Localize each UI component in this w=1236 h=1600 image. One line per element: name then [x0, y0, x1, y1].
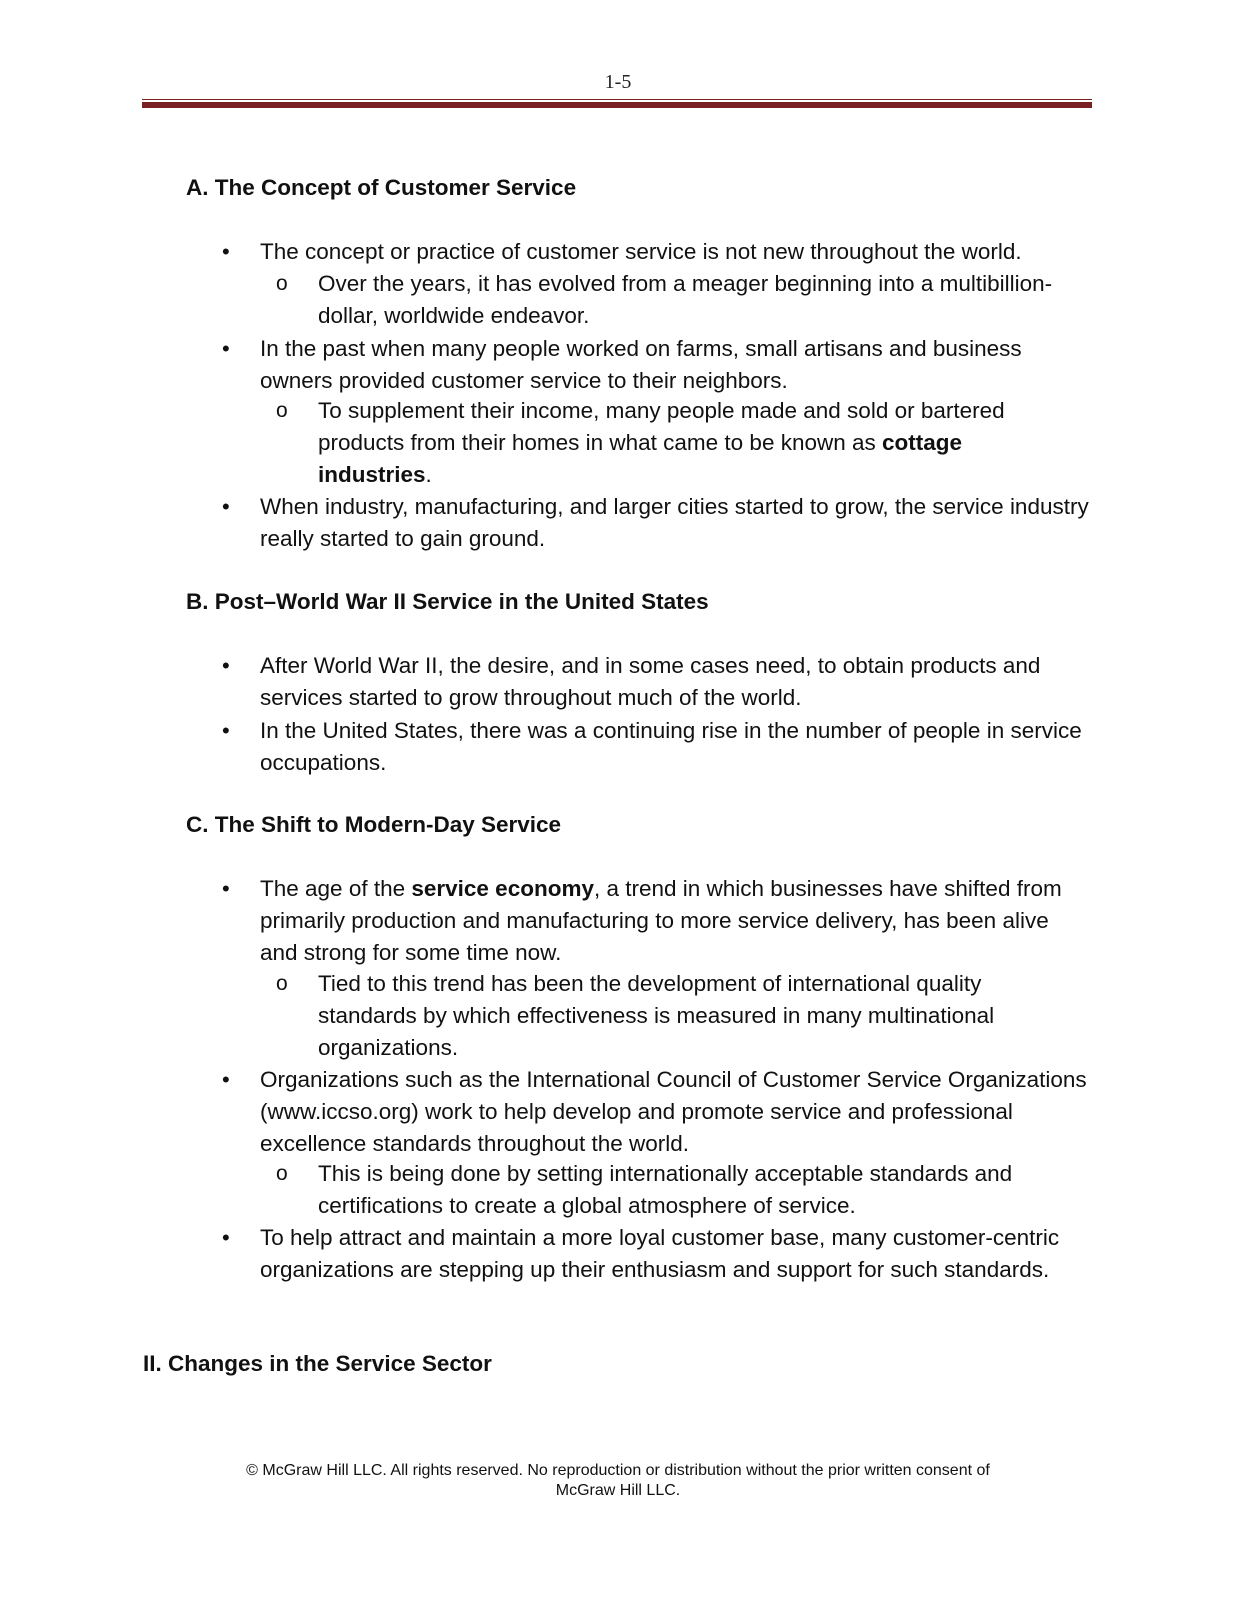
list-item-text: In the United States, there was a continuing rise in the number of people in service occupations.: [260, 718, 1082, 775]
sub-list-item-text-end: .: [425, 462, 432, 487]
list-item-text-end: , a trend in which businesses have shifted from primarily production and manufacturing to more service delivery, has been alive and strong for some time now.: [260, 876, 1062, 965]
page-number: 1-5: [604, 71, 632, 93]
section-c-heading: C. The Shift to Modern-Day Service: [186, 812, 562, 837]
sub-bullet-marker: o: [276, 972, 288, 995]
list-item-text: Organizations such as the International Council of Customer Service Organizations (www.iccso.org) work to help develop and promote service and professional excellence standards throughout the world.: [260, 1067, 1087, 1156]
list-item: [222, 333, 1090, 397]
list-item-text: In the past when many people worked on farms, small artisans and business owners provided customer service to their neighbors.: [260, 336, 1022, 393]
list-item: [222, 236, 1090, 268]
section-b-heading: B. Post–World War II Service in the United States: [186, 589, 709, 614]
list-item-text: To help attract and maintain a more loyal customer base, many customer-centric organizations are stepping up their enthusiasm and support for such standards.: [260, 1225, 1060, 1282]
bullet-marker: •: [222, 1225, 230, 1250]
sub-bullet-marker: o: [276, 1162, 288, 1185]
list-item: [222, 873, 1090, 969]
list-item: [222, 1222, 1090, 1286]
bullet-marker: •: [222, 494, 230, 519]
key-term: cottage industries: [318, 430, 963, 487]
list-item-text: The age of the: [260, 876, 412, 901]
sub-list-item-text: To supplement their income, many people made and sold or bartered products from their homes in what came to be known as: [318, 398, 1005, 455]
sub-bullet-marker: o: [276, 272, 288, 295]
list-item: [222, 650, 1090, 714]
sub-list-item: [276, 1158, 1078, 1222]
list-item-text: After World War II, the desire, and in some cases need, to obtain products and services started to grow throughout much of the world.: [260, 653, 1041, 710]
footer-line-1: © McGraw Hill LLC. All rights reserved. No reproduction or distribution without the prior written consent of: [246, 1462, 990, 1479]
sub-list-item: [276, 268, 1078, 332]
list-item: [222, 1064, 1090, 1160]
sub-list-item-text: This is being done by setting internationally acceptable standards and certifications to create a global atmosphere of service.: [318, 1161, 1013, 1218]
bullet-marker: •: [222, 718, 230, 743]
footer-line-2: McGraw Hill LLC.: [555, 1482, 681, 1499]
sub-bullet-marker: o: [276, 399, 288, 422]
section-a-heading: A. The Concept of Customer Service: [186, 175, 577, 200]
header-rule-thin: [142, 99, 1092, 100]
sub-list-item: [276, 395, 1078, 491]
header-rule-thick: [142, 102, 1092, 108]
bullet-marker: •: [222, 876, 230, 901]
sub-list-item: [276, 968, 1078, 1064]
list-item-text: The concept or practice of customer service is not new throughout the world.: [260, 239, 1022, 264]
copyright-footer: [0, 1461, 1236, 1501]
bullet-marker: •: [222, 239, 230, 264]
section-ii-heading: II. Changes in the Service Sector: [143, 1351, 492, 1376]
sub-list-item-text: Tied to this trend has been the development of international quality standards by which effectiveness is measured in many multinational organizations.: [318, 971, 995, 1060]
key-term: service economy: [411, 876, 594, 901]
list-item: [222, 491, 1090, 555]
bullet-marker: •: [222, 336, 230, 361]
bullet-marker: •: [222, 1067, 230, 1092]
list-item-text: When industry, manufacturing, and larger cities started to grow, the service industry really started to gain ground.: [260, 494, 1089, 551]
bullet-marker: •: [222, 653, 230, 678]
sub-list-item-text: Over the years, it has evolved from a meager beginning into a multibillion-dollar, worldwide endeavor.: [318, 271, 1053, 328]
list-item: [222, 715, 1090, 779]
